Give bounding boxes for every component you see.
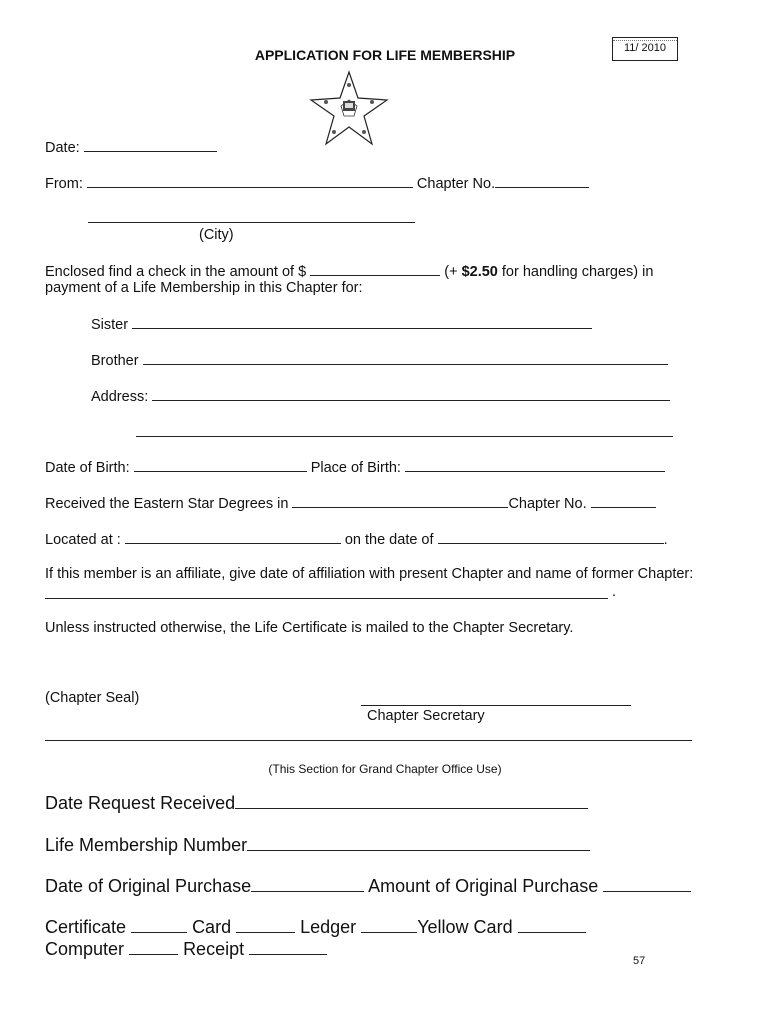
- computer-field[interactable]: [129, 937, 178, 955]
- affiliate-field[interactable]: [45, 598, 608, 599]
- payment-line: payment of a Life Membership in this Chapter for:: [45, 280, 363, 296]
- amount-original-field[interactable]: [603, 874, 691, 892]
- dob-field[interactable]: [134, 457, 307, 472]
- certificate-field[interactable]: [131, 915, 187, 933]
- dob-label: Date of Birth:: [45, 460, 130, 476]
- brother-label: Brother: [91, 353, 139, 369]
- from-row: [45, 173, 589, 193]
- address-field-2[interactable]: [136, 436, 673, 437]
- pob-label: Place of Birth:: [310, 460, 401, 476]
- amount-field[interactable]: [310, 261, 440, 276]
- sister-row: [91, 314, 592, 334]
- computer-label: Computer: [45, 939, 125, 959]
- date-original-label: Date of Original Purchase: [45, 876, 252, 896]
- sister-label: Sister: [91, 317, 129, 333]
- received-chapter-no-field[interactable]: [591, 493, 656, 508]
- chapter-no-label-2: Chapter No.: [508, 496, 587, 512]
- received-chapter-field[interactable]: [292, 493, 508, 508]
- address-field[interactable]: [152, 386, 670, 401]
- on-date-field[interactable]: [438, 529, 664, 544]
- chapter-no-label: Chapter No.: [416, 176, 496, 192]
- office-use-note: (This Section for Grand Chapter Office Use): [268, 762, 502, 776]
- located-label: Located at :: [45, 532, 121, 548]
- card-field[interactable]: [236, 915, 295, 933]
- revision-date: 11/ 2010: [623, 42, 666, 54]
- computer-row: [45, 937, 327, 960]
- located-row: [45, 529, 668, 549]
- address-row: [91, 386, 670, 406]
- receipt-label: Receipt: [183, 939, 245, 959]
- eastern-star-emblem-icon: [305, 70, 393, 153]
- receipt-field[interactable]: [249, 937, 327, 955]
- enclosed-row: [45, 261, 653, 281]
- page-title: APPLICATION FOR LIFE MEMBERSHIP: [254, 47, 516, 63]
- address-label: Address:: [91, 389, 149, 405]
- life-number-row: [45, 833, 590, 856]
- handling-amount: $2.50: [461, 264, 498, 280]
- enclosed-prefix: Enclosed find a check in the amount of $: [45, 264, 307, 280]
- card-label: Card: [192, 917, 232, 937]
- ledger-label: Ledger: [300, 917, 357, 937]
- affiliate-period: .: [612, 584, 617, 600]
- yellow-card-label: Yellow Card: [417, 917, 513, 937]
- city-label: (City): [199, 227, 234, 243]
- affiliate-text: If this member is an affiliate, give date of affiliation with present Chapter and name of former Chapter:: [45, 566, 694, 582]
- certificate-note: Unless instructed otherwise, the Life Certificate is mailed to the Chapter Secretary.: [45, 620, 574, 636]
- enclosed-open: (+: [444, 264, 458, 280]
- original-purchase-row: [45, 874, 691, 897]
- received-row: [45, 493, 656, 513]
- section-divider: [45, 740, 692, 741]
- chapter-seal-label: (Chapter Seal): [45, 690, 140, 706]
- certificate-label: Certificate: [45, 917, 127, 937]
- enclosed-suffix: for handling charges) in: [501, 264, 654, 280]
- brother-row: [91, 350, 668, 370]
- records-row: [45, 915, 586, 938]
- yellow-card-field[interactable]: [518, 915, 586, 933]
- sister-field[interactable]: [132, 314, 592, 329]
- ledger-field[interactable]: [361, 915, 417, 933]
- date-request-label: Date Request Received: [45, 793, 236, 813]
- date-field[interactable]: [84, 137, 217, 152]
- date-label: Date:: [45, 140, 80, 156]
- located-period: .: [663, 532, 668, 548]
- date-original-field[interactable]: [251, 874, 364, 892]
- date-row: [45, 137, 217, 157]
- chapter-no-field[interactable]: [495, 173, 589, 188]
- city-field[interactable]: [88, 222, 415, 223]
- located-field[interactable]: [125, 529, 341, 544]
- secretary-signature-field[interactable]: [361, 705, 631, 706]
- received-label: Received the Eastern Star Degrees in: [45, 496, 289, 512]
- from-field[interactable]: [87, 173, 413, 188]
- chapter-secretary-label: Chapter Secretary: [367, 708, 485, 724]
- on-date-label: on the date of: [344, 532, 434, 548]
- pob-field[interactable]: [405, 457, 665, 472]
- amount-original-label: Amount of Original Purchase: [368, 876, 599, 896]
- brother-field[interactable]: [143, 350, 668, 365]
- life-number-label: Life Membership Number: [45, 835, 248, 855]
- from-label: From:: [45, 176, 83, 192]
- date-request-field[interactable]: [235, 791, 588, 809]
- life-number-field[interactable]: [247, 833, 590, 851]
- page-number: 57: [633, 955, 646, 967]
- birth-row: [45, 457, 665, 477]
- date-request-row: [45, 791, 588, 814]
